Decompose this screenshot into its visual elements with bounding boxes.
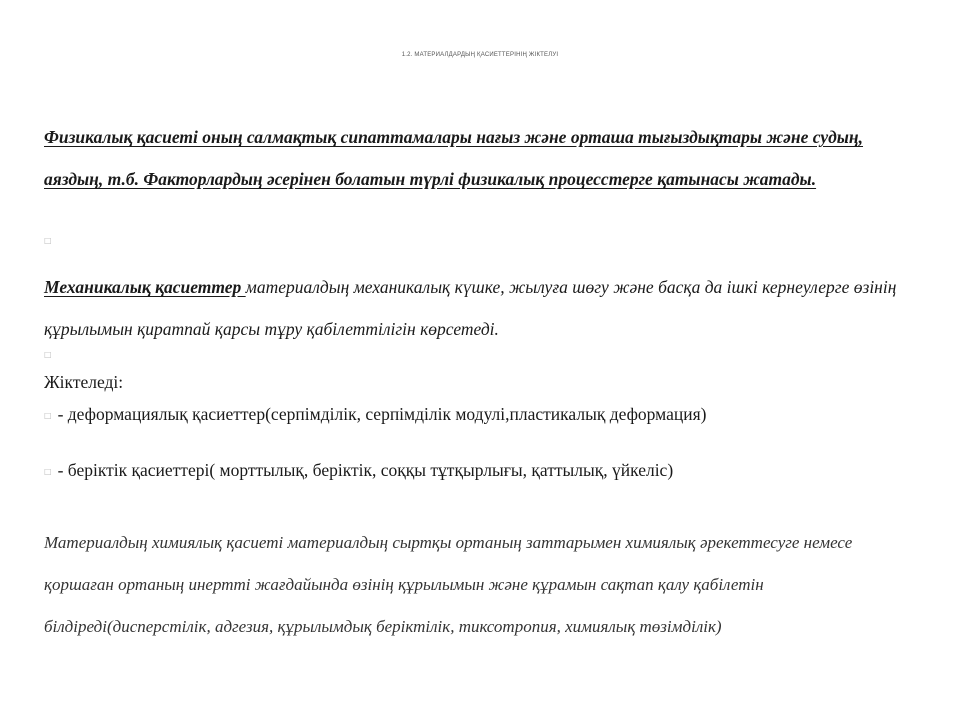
chemical-properties-paragraph: Материалдың химиялық қасиеті материалдың сыртқы ортаның заттарымен химиялық әрекеттесуге немесе қоршаған ортаның инертті жағдайында өзінің құрылымын және құрамын сақтап қалу қабілетін білдіреді(дисперстілік, адгезия, құрылымдық беріктілік, тиксотропия, химиялық төзімділік) <box>44 533 853 636</box>
list-item <box>44 460 673 481</box>
bullet-marker: □ <box>44 411 52 421</box>
mechanical-properties-heading: Механикалық қасиеттер <box>44 277 246 297</box>
bullet-marker: □ <box>44 236 52 245</box>
mechanical-properties-paragraph <box>44 266 924 350</box>
classification-label: Жіктеледі: <box>44 372 124 392</box>
mechanical-properties-text: материалдың механикалық күшке, жылуға шөгу және басқа да ішкі кернеулерге өзінің құрылымын қиратпай қарсы тұру қабілеттілігін көрсетеді. <box>44 277 897 339</box>
list-item-text: - деформациялық қасиеттер(серпімділік, серпімділік модулі,пластикалық деформация) <box>57 404 707 424</box>
bullet-marker: □ <box>44 350 52 359</box>
physical-properties-paragraph: Физикалық қасиеті оның салмақтық сипаттамалары нағыз және орташа тығыздықтары және судың, аяздың, т.б. Факторлардың әсерінен болатын түрлі физикалық процесстерге қатынасы жатады. <box>44 127 864 189</box>
bullet-marker: □ <box>44 467 52 477</box>
slide-title: 1.2. МАТЕРИАЛДАРДЫҢ ҚАСИЕТТЕРІНІҢ ЖІКТЕЛУІ <box>401 52 559 58</box>
list-item <box>44 404 707 425</box>
list-item-text: - беріктік қасиеттері( морттылық, беріктік, соққы тұтқырлығы, қаттылық, үйкеліс) <box>57 460 674 480</box>
